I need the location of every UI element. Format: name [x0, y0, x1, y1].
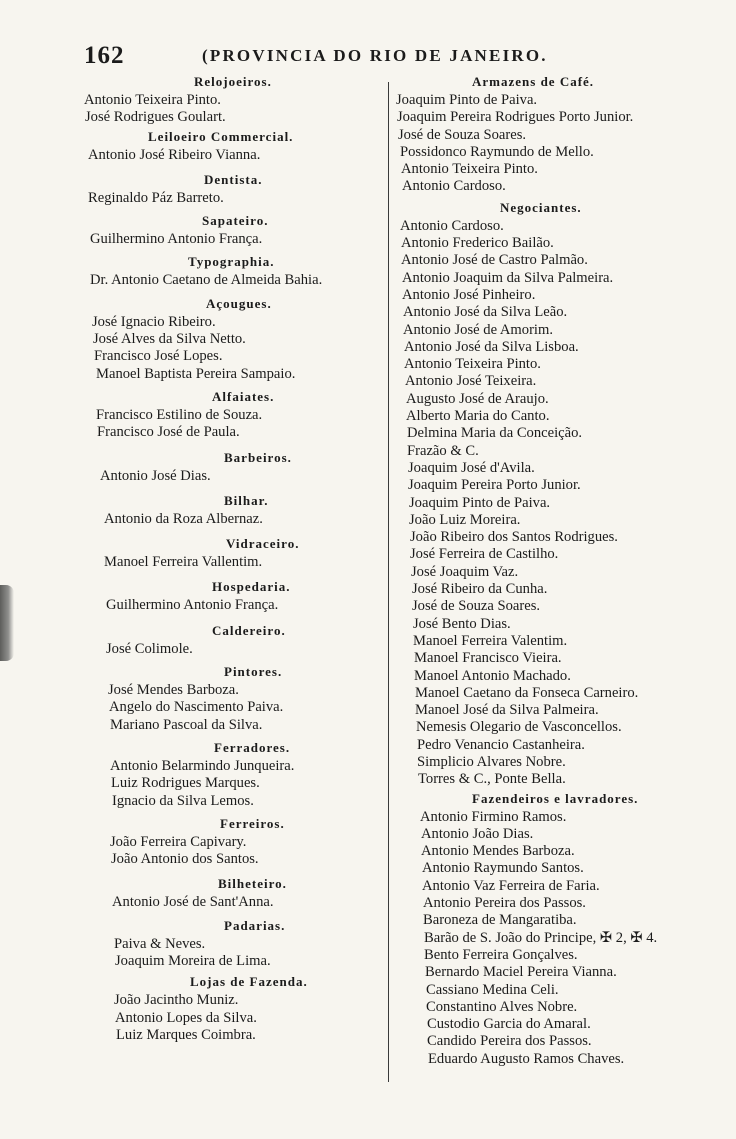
- section-heading: Armazens de Café.: [472, 74, 595, 89]
- directory-entry: Luiz Rodrigues Marques.: [111, 775, 260, 792]
- directory-entry: Antonio João Dias.: [421, 825, 534, 842]
- directory-entry: Antonio Vaz Ferreira de Faria.: [422, 877, 600, 894]
- directory-entry: José Alves da Silva Netto.: [93, 331, 246, 348]
- directory-entry: Antonio Frederico Bailão.: [401, 235, 554, 252]
- section-heading: Sapateiro.: [202, 213, 269, 229]
- directory-entry: Barão de S. João do Principe, ✠ 2, ✠ 4.: [424, 929, 658, 946]
- section-heading: Hospedaria.: [212, 579, 291, 595]
- page-number: 162: [84, 42, 125, 69]
- directory-entry: Eduardo Augusto Ramos Chaves.: [428, 1050, 625, 1067]
- directory-entry: Manoel Ferreira Vallentim.: [104, 554, 263, 571]
- directory-entry: Antonio Joaquim da Silva Palmeira.: [402, 269, 614, 286]
- directory-entry: Antonio José Ribeiro Vianna.: [88, 146, 261, 163]
- directory-entry: Antonio José Dias.: [100, 467, 211, 484]
- directory-entry: José Mendes Barboza.: [108, 682, 239, 699]
- directory-entry: Alberto Maria do Canto.: [406, 408, 550, 425]
- section-heading: Ferreiros.: [220, 815, 285, 831]
- directory-entry: José Colimole.: [106, 640, 193, 657]
- directory-entry: Guilhermino Antonio França.: [90, 231, 263, 248]
- directory-entry: Antonio Mendes Barboza.: [421, 843, 575, 860]
- directory-entry: Francisco José de Paula.: [97, 424, 240, 441]
- directory-entry: Simplicio Alvares Nobre.: [417, 753, 566, 770]
- directory-entry: Antonio José de Castro Palmão.: [401, 252, 588, 269]
- section-spacer: [84, 810, 374, 814]
- directory-entry: Joaquim Pereira Porto Junior.: [408, 477, 581, 494]
- directory-entry: Manoel Ferreira Valentim.: [413, 632, 568, 649]
- directory-entry: José Ferreira de Castilho.: [410, 546, 559, 563]
- directory-entry: Dr. Antonio Caetano de Almeida Bahia.: [90, 272, 323, 289]
- section-heading: Typographia.: [188, 254, 275, 270]
- directory-entry: Antonio Firmino Ramos.: [420, 808, 567, 825]
- directory-entry: Torres & C., Ponte Bella.: [418, 771, 566, 788]
- directory-entry: José Bento Dias.: [413, 615, 511, 632]
- section-heading: Alfaiates.: [212, 388, 275, 404]
- book-binding-shadow: [0, 585, 14, 661]
- directory-entry: Manoel Caetano da Fonseca Carneiro.: [415, 684, 639, 701]
- directory-entry: Francisco Estilino de Souza.: [96, 406, 263, 423]
- section-spacer: [84, 207, 374, 211]
- directory-entry: João Antonio dos Santos.: [111, 851, 259, 868]
- directory-entry: Antonio Teixeira Pinto.: [401, 161, 538, 178]
- directory-entry: Francisco José Lopes.: [94, 348, 223, 365]
- section-spacer: [84, 290, 374, 294]
- section-heading: Dentista.: [204, 171, 263, 187]
- directory-entry: Angelo do Nascimento Paiva.: [109, 699, 284, 716]
- directory-entry: Antonio José de Amorim.: [403, 321, 553, 338]
- directory-entry: Antonio José da Silva Lisboa.: [404, 338, 579, 355]
- section-heading: Barbeiros.: [224, 449, 292, 465]
- directory-entry: Manoel Baptista Pereira Sampaio.: [96, 365, 296, 382]
- section-heading: Caldereiro.: [212, 622, 286, 638]
- directory-entry: João Jacintho Muniz.: [114, 992, 239, 1009]
- directory-entry: Antonio da Roza Albernaz.: [104, 510, 263, 527]
- section-spacer: [84, 868, 374, 874]
- directory-entry: José Ignacio Ribeiro.: [92, 313, 216, 330]
- directory-entry: Candido Pereira dos Passos.: [427, 1033, 592, 1050]
- directory-entry: Joaquim José d'Avila.: [408, 459, 535, 476]
- directory-entry: João Ferreira Capivary.: [110, 833, 247, 850]
- directory-entry: Joaquim Pereira Rodrigues Porto Junior.: [397, 109, 634, 126]
- directory-entry: Antonio José da Silva Leão.: [403, 304, 568, 321]
- directory-entry: Cassiano Medina Celi.: [426, 981, 559, 998]
- directory-entry: Manoel Francisco Vieira.: [414, 650, 562, 667]
- directory-entry: Antonio Teixeira Pinto.: [84, 92, 221, 108]
- directory-entry: Antonio José de Sant'Anna.: [112, 894, 274, 911]
- directory-entry: Joaquim Moreira de Lima.: [115, 953, 271, 970]
- directory-entry: Nemesis Olegario de Vasconcellos.: [416, 719, 622, 736]
- directory-entry: Bernardo Maciel Pereira Vianna.: [425, 964, 617, 981]
- directory-entry: Antonio Raymundo Santos.: [422, 860, 584, 877]
- section-spacer: [84, 912, 374, 916]
- directory-entry: José Ribeiro da Cunha.: [412, 581, 548, 598]
- section-heading: Leiloeiro Commercial.: [148, 128, 294, 144]
- section-spacer: [84, 164, 374, 170]
- left-column: [84, 72, 374, 1044]
- directory-entry: Antonio Pereira dos Passos.: [423, 895, 586, 912]
- directory-entry: José de Souza Soares.: [398, 126, 527, 143]
- running-title: (PROVINCIA DO RIO DE JANEIRO.: [202, 46, 548, 65]
- section-spacer: [396, 196, 718, 198]
- directory-entry: Antonio José Teixeira.: [405, 373, 537, 390]
- directory-entry: Antonio José Pinheiro.: [402, 286, 536, 303]
- directory-entry: Joaquim Pinto de Paiva.: [396, 92, 538, 108]
- section-spacer: [84, 734, 374, 738]
- directory-entry: Baroneza de Mangaratiba.: [423, 912, 577, 929]
- directory-entry: João Ribeiro dos Santos Rodrigues.: [410, 529, 618, 546]
- section-heading: Lojas de Fazenda.: [190, 974, 308, 990]
- section-spacer: [84, 248, 374, 252]
- section-heading: Açougues.: [206, 295, 272, 311]
- directory-entry: Reginaldo Páz Barreto.: [88, 189, 224, 206]
- directory-entry: Constantino Alves Nobre.: [426, 998, 578, 1015]
- section-heading: Padarias.: [224, 917, 286, 933]
- column-divider: [388, 82, 389, 1082]
- section-heading: Pintores.: [224, 664, 283, 680]
- directory-entry: Frazão & C.: [407, 442, 479, 459]
- section-heading: Relojoeiros.: [194, 74, 272, 89]
- directory-entry: Antonio Belarmindo Junqueira.: [110, 757, 295, 774]
- directory-entry: Bento Ferreira Gonçalves.: [424, 946, 578, 963]
- directory-entry: Antonio Cardoso.: [400, 217, 504, 234]
- directory-entry: Antonio Lopes da Silva.: [115, 1009, 257, 1026]
- directory-entry: João Luiz Moreira.: [409, 511, 521, 528]
- directory-entry: Mariano Pascoal da Silva.: [110, 716, 263, 733]
- section-heading: Fazendeiros e lavradores.: [472, 790, 639, 806]
- section-spacer: [84, 970, 374, 972]
- directory-entry: Paiva & Neves.: [114, 935, 206, 952]
- directory-entry: Guilhermino Antonio França.: [106, 597, 279, 614]
- right-column: [396, 72, 718, 1068]
- directory-entry: Manoel Antonio Machado.: [414, 667, 571, 684]
- directory-entry: Possidonco Raymundo de Mello.: [400, 143, 594, 160]
- directory-entry: Antonio Teixeira Pinto.: [404, 356, 541, 373]
- section-spacer: [84, 571, 374, 577]
- directory-entry: José de Souza Soares.: [412, 598, 541, 615]
- directory-entry: Augusto José de Araujo.: [406, 390, 549, 407]
- directory-entry: Custodio Garcia do Amaral.: [427, 1016, 591, 1033]
- directory-entry: Joaquim Pinto de Paiva.: [409, 494, 551, 511]
- section-spacer: [84, 485, 374, 491]
- section-spacer: [84, 442, 374, 448]
- section-heading: Vidraceiro.: [226, 536, 300, 552]
- directory-entry: Delmina Maria da Conceição.: [407, 425, 583, 442]
- directory-entry: José Rodrigues Goulart.: [85, 109, 226, 126]
- section-heading: Bilhar.: [224, 492, 269, 508]
- section-heading: Negociantes.: [500, 199, 582, 215]
- directory-entry: Manoel José da Silva Palmeira.: [415, 702, 599, 719]
- directory-entry: José Joaquim Vaz.: [411, 563, 519, 580]
- section-spacer: [84, 528, 374, 534]
- section-heading: Ferradores.: [214, 739, 291, 755]
- directory-entry: Ignacio da Silva Lemos.: [112, 792, 254, 809]
- section-spacer: [84, 383, 374, 387]
- section-spacer: [84, 615, 374, 621]
- directory-entry: Antonio Cardoso.: [402, 178, 506, 195]
- section-heading: Bilheteiro.: [218, 876, 287, 892]
- section-spacer: [84, 658, 374, 662]
- directory-entry: Pedro Venancio Castanheira.: [417, 736, 585, 753]
- directory-entry: Luiz Marques Coimbra.: [116, 1026, 256, 1043]
